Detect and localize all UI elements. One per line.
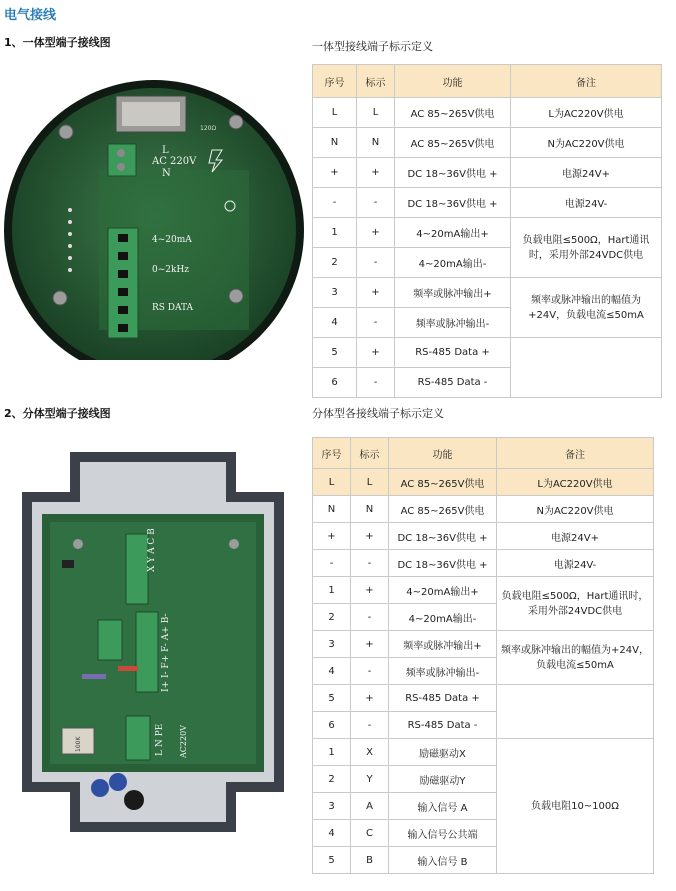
cell-mark: -: [351, 712, 389, 739]
cell-function: 励磁驱动X: [389, 739, 497, 766]
cell-note: 频率或脉冲输出的幅值为+24V，负载电流≤50mA: [497, 631, 654, 685]
cell-function: AC 85~265V供电: [395, 98, 511, 128]
cell-mark: +: [357, 278, 395, 308]
cell-function: 4~20mA输出+: [389, 577, 497, 604]
cell-mark: -: [351, 550, 389, 577]
integrated-terminal-photo: [4, 60, 304, 360]
header-function: 功能: [389, 438, 497, 469]
cell-no: 1: [313, 577, 351, 604]
cell-mark: -: [357, 308, 395, 338]
cell-note: 负载电阻≤500Ω，Hart通讯时，采用外部24VDC供电: [511, 218, 662, 278]
cell-function: DC 18~36V供电 +: [395, 188, 511, 218]
header-note: 备注: [511, 65, 662, 98]
header-mark: 标示: [351, 438, 389, 469]
cell-note: L为AC220V供电: [511, 98, 662, 128]
cell-mark: +: [357, 158, 395, 188]
table-row: [313, 128, 662, 158]
cell-function: 4~20mA输出+: [395, 218, 511, 248]
cell-note-empty: [511, 338, 662, 398]
photo-label-xyacb: X Y A C B: [147, 528, 157, 572]
table-row: [313, 158, 662, 188]
photo-label-signal: I+ I- F+ F- A+ B-: [161, 613, 171, 692]
cell-function: 频率或脉冲输出+: [395, 278, 511, 308]
cell-no: -: [313, 550, 351, 577]
cell-function: 4~20mA输出-: [389, 604, 497, 631]
cell-no: 6: [313, 712, 351, 739]
table-row: [313, 469, 654, 496]
table-row: [313, 338, 662, 368]
cell-function: AC 85~265V供电: [389, 496, 497, 523]
cell-note: 电源24V-: [497, 550, 654, 577]
cell-mark: +: [351, 523, 389, 550]
cell-note: 电源24V-: [511, 188, 662, 218]
photo-label-120ohm: 120Ω: [200, 125, 217, 132]
table-row: [313, 577, 654, 604]
photo-label-4-20ma: 4~20mA: [152, 235, 192, 245]
table-row: [313, 739, 654, 766]
cell-note: N为AC220V供电: [511, 128, 662, 158]
split-terminal-table: [312, 437, 654, 874]
cell-mark: L: [351, 469, 389, 496]
page-title: 电气接线: [4, 8, 57, 23]
cell-note-empty: [497, 685, 654, 739]
cell-note: 电源24V+: [511, 158, 662, 188]
photo-label-rs-data: RS DATA: [152, 303, 194, 313]
cell-no: 5: [313, 338, 357, 368]
cell-mark: +: [351, 577, 389, 604]
table-row: [313, 188, 662, 218]
cell-function: 频率或脉冲输出+: [389, 631, 497, 658]
photo-label-ac220v: AC 220V: [152, 156, 197, 167]
table-row: [313, 550, 654, 577]
table-row: [313, 98, 662, 128]
cell-no: 4: [313, 820, 351, 847]
photo-label-l: L: [162, 145, 169, 156]
cell-no: 5: [313, 685, 351, 712]
cell-no: L: [313, 98, 357, 128]
cell-mark: -: [351, 604, 389, 631]
cell-no: +: [313, 158, 357, 188]
cell-no: 2: [313, 248, 357, 278]
cell-no: +: [313, 523, 351, 550]
header-function: 功能: [395, 65, 511, 98]
cell-no: 3: [313, 278, 357, 308]
cell-no: 1: [313, 739, 351, 766]
photo-label-100k: 100K: [75, 736, 82, 752]
cell-note: N为AC220V供电: [497, 496, 654, 523]
cell-mark: Y: [351, 766, 389, 793]
cell-no: -: [313, 188, 357, 218]
table-row: [313, 496, 654, 523]
cell-no: 5: [313, 847, 351, 874]
cell-note: 负载电阻10~100Ω: [497, 739, 654, 874]
cell-mark: X: [351, 739, 389, 766]
cell-no: 2: [313, 604, 351, 631]
cell-function: AC 85~265V供电: [395, 128, 511, 158]
cell-no: 4: [313, 658, 351, 685]
cell-no: L: [313, 469, 351, 496]
cell-function: RS-485 Data -: [389, 712, 497, 739]
cell-mark: B: [351, 847, 389, 874]
header-no: 序号: [313, 438, 351, 469]
cell-function: RS-485 Data +: [395, 338, 511, 368]
cell-note: 频率或脉冲输出的幅值为+24V，负载电流≤50mA: [511, 278, 662, 338]
cell-note: 电源24V+: [497, 523, 654, 550]
table-row: [313, 631, 654, 658]
cell-mark: +: [357, 338, 395, 368]
cell-mark: -: [351, 658, 389, 685]
cell-mark: +: [351, 685, 389, 712]
cell-function: AC 85~265V供电: [389, 469, 497, 496]
cell-function: DC 18~36V供电 +: [389, 550, 497, 577]
photo-label-ac220v-split: AC220V: [179, 725, 188, 758]
cell-no: 4: [313, 308, 357, 338]
table-caption-split: 分体型各接线端子标示定义: [312, 407, 444, 420]
section-title-integrated: 1、一体型端子接线图: [4, 36, 111, 49]
header-note: 备注: [497, 438, 654, 469]
cell-mark: +: [357, 218, 395, 248]
split-terminal-photo: [22, 452, 284, 832]
cell-function: DC 18~36V供电 +: [395, 158, 511, 188]
cell-no: 3: [313, 793, 351, 820]
cell-mark: L: [357, 98, 395, 128]
table-caption-integrated: 一体型接线端子标示定义: [312, 40, 433, 53]
cell-note: L为AC220V供电: [497, 469, 654, 496]
cell-mark: A: [351, 793, 389, 820]
header-mark: 标示: [357, 65, 395, 98]
table-row: [313, 685, 654, 712]
cell-function: 输入信号公共端: [389, 820, 497, 847]
cell-function: RS-485 Data +: [389, 685, 497, 712]
table-header-row: [313, 438, 654, 469]
cell-no: N: [313, 128, 357, 158]
header-no: 序号: [313, 65, 357, 98]
cell-no: 1: [313, 218, 357, 248]
table-row: [313, 278, 662, 308]
section-title-split: 2、分体型端子接线图: [4, 407, 111, 420]
cell-no: N: [313, 496, 351, 523]
cell-mark: N: [351, 496, 389, 523]
cell-function: 输入信号 B: [389, 847, 497, 874]
cell-mark: N: [357, 128, 395, 158]
cell-function: 频率或脉冲输出-: [389, 658, 497, 685]
integrated-terminal-table: [312, 64, 662, 398]
table-header-row: [313, 65, 662, 98]
cell-no: 6: [313, 368, 357, 398]
cell-mark: -: [357, 248, 395, 278]
cell-function: 输入信号 A: [389, 793, 497, 820]
cell-function: RS-485 Data -: [395, 368, 511, 398]
cell-no: 3: [313, 631, 351, 658]
photo-label-n: N: [162, 168, 171, 179]
cell-mark: +: [351, 631, 389, 658]
photo-label-0-2khz: 0~2kHz: [152, 265, 190, 275]
table-row: [313, 218, 662, 248]
table-row: [313, 523, 654, 550]
cell-mark: -: [357, 188, 395, 218]
cell-mark: -: [357, 368, 395, 398]
cell-function: 4~20mA输出-: [395, 248, 511, 278]
cell-function: 频率或脉冲输出-: [395, 308, 511, 338]
cell-no: 2: [313, 766, 351, 793]
cell-note: 负载电阻≤500Ω，Hart通讯时，采用外部24VDC供电: [497, 577, 654, 631]
cell-function: DC 18~36V供电 +: [389, 523, 497, 550]
cell-mark: C: [351, 820, 389, 847]
cell-function: 励磁驱动Y: [389, 766, 497, 793]
photo-label-lnpe: L N PE: [155, 723, 165, 756]
